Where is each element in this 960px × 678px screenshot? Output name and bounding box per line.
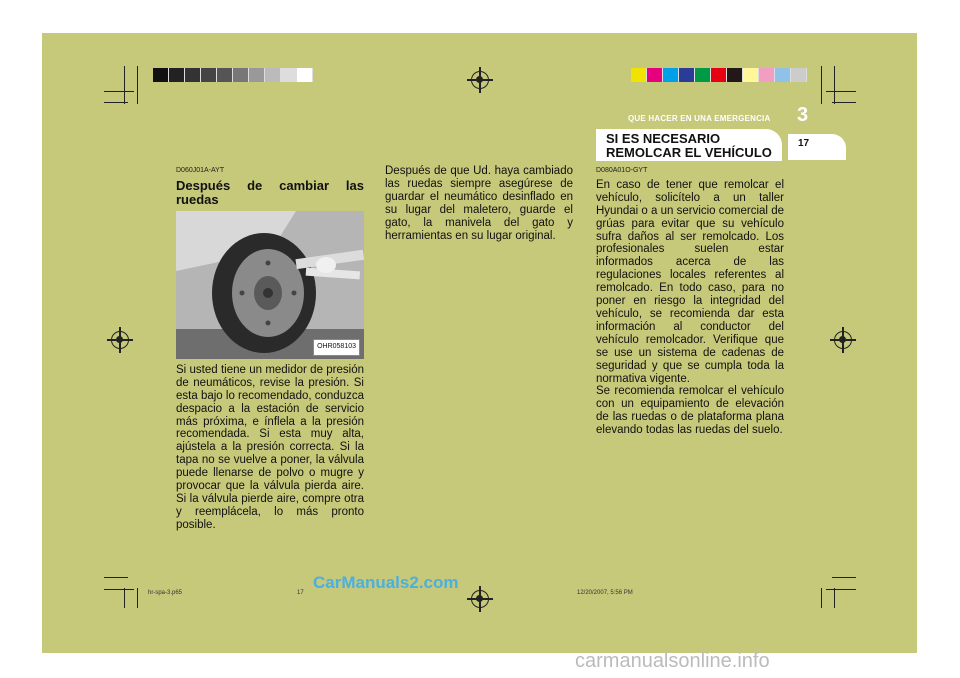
- footer-page: 17: [297, 590, 304, 596]
- color-swatch: [281, 68, 297, 82]
- crop-mark: [832, 102, 856, 103]
- crop-mark: [124, 66, 125, 104]
- color-swatch: [695, 68, 711, 82]
- color-swatch: [217, 68, 233, 82]
- registration-target-icon: [471, 590, 489, 608]
- crop-mark: [834, 588, 835, 608]
- title-tab: [596, 129, 782, 161]
- registration-target-icon: [834, 331, 852, 349]
- paragraph: Si usted tiene un medidor de presión de neumáticos, revise la presión. Si esta bajo lo recomendado, conduzca despacio a la estación de servicio más próxima, e ínflela a la presión recomendada. Si esta muy alta, ajústela a la presión correcta. Si la tapa no se vuelve a poner, la válvula puede llenarse de polvo o mugre y provocar que la válvula pierda aire. Si la válvula pierde aire, compre otra y reemplácela, lo más pronto posible.: [176, 363, 364, 531]
- color-swatch: [201, 68, 217, 82]
- color-swatch: [791, 68, 807, 82]
- chapter-number: 3: [797, 104, 809, 126]
- page-title-line2: REMOLCAR EL VEHÍCULO: [606, 145, 772, 160]
- color-swatch: [647, 68, 663, 82]
- watermark-carmanualsonline: carmanualsonline.info: [575, 650, 770, 672]
- page-title-line1: SI ES NECESARIO: [606, 131, 721, 146]
- section-heading-tire: Después de cambiar las ruedas: [176, 177, 364, 207]
- crop-mark: [832, 577, 856, 578]
- color-swatch: [743, 68, 759, 82]
- crop-mark: [104, 577, 128, 578]
- color-swatch: [679, 68, 695, 82]
- color-swatch: [185, 68, 201, 82]
- paragraph: Se recomienda remolcar el vehículo con un equipamiento de elevación de las ruedas o de plataforma plana elevando todas las ruedas del suelo.: [596, 385, 784, 437]
- tire-change-photo: [176, 211, 364, 359]
- crop-mark: [821, 588, 822, 608]
- color-swatch: [297, 68, 313, 82]
- section-code: D080A01O-GYT: [596, 167, 648, 174]
- page-number-tab: [788, 134, 846, 160]
- registration-target-icon: [111, 331, 129, 349]
- color-swatch: [249, 68, 265, 82]
- crop-mark: [104, 91, 134, 92]
- color-swatch: [265, 68, 281, 82]
- crop-mark: [826, 589, 856, 590]
- crop-mark: [104, 102, 128, 103]
- color-swatch: [233, 68, 249, 82]
- crop-mark: [834, 66, 835, 104]
- paragraph: Después de que Ud. haya cambiado las ruedas siempre asegúrese de guardar el neumático desinflado en su lugar del maletero, guarde el gato, la manivela del gato y herramientas en su lugar original.: [385, 165, 573, 242]
- registration-target-icon: [471, 71, 489, 89]
- image-code-label: OHR058103: [313, 339, 360, 356]
- crop-mark: [104, 589, 134, 590]
- section-heading: QUE HACER EN UNA EMERGENCIA: [628, 114, 771, 123]
- gray-swatch-bar: [153, 68, 313, 82]
- paragraph: En caso de tener que remolcar el vehículo, solicítelo a un taller Hyundai o a un servicio comercial de grúas para evitar que su vehículo sufra daños al ser remolcado. Los profesionales suelen estar informados acerca de las regulaciones locales referentes al remolcado. En todo caso, para no poner en riesgo la integridad del vehículo, se recomienda dar esta información al conductor del vehículo remolcador. Verifique que se use un sistema de cadenas de seguridad y que se cumpla toda la normativa vigente.: [596, 178, 784, 385]
- crop-mark: [826, 91, 856, 92]
- color-swatch: [711, 68, 727, 82]
- color-swatch: [663, 68, 679, 82]
- crop-mark: [137, 588, 138, 608]
- color-swatch: [759, 68, 775, 82]
- content-area: [176, 165, 786, 531]
- color-swatch: [775, 68, 791, 82]
- crop-mark: [821, 66, 822, 104]
- watermark-carmanuals: CarManuals2.com: [313, 573, 459, 592]
- color-swatch-bar: [631, 68, 807, 82]
- middle-column: [385, 165, 573, 242]
- section-code: D060J01A-AYT: [176, 167, 225, 174]
- page-number: 17: [798, 138, 810, 149]
- crop-mark: [124, 588, 125, 608]
- color-swatch: [631, 68, 647, 82]
- crop-mark: [137, 66, 138, 104]
- footer-timestamp: 12/20/2007, 5:56 PM: [577, 590, 633, 596]
- left-column: [176, 165, 364, 532]
- wheel-illustration-icon: [176, 211, 364, 359]
- right-column: [596, 165, 784, 437]
- footer-file: hr-spa-3.p65: [148, 590, 183, 596]
- color-swatch: [153, 68, 169, 82]
- color-swatch: [169, 68, 185, 82]
- color-swatch: [727, 68, 743, 82]
